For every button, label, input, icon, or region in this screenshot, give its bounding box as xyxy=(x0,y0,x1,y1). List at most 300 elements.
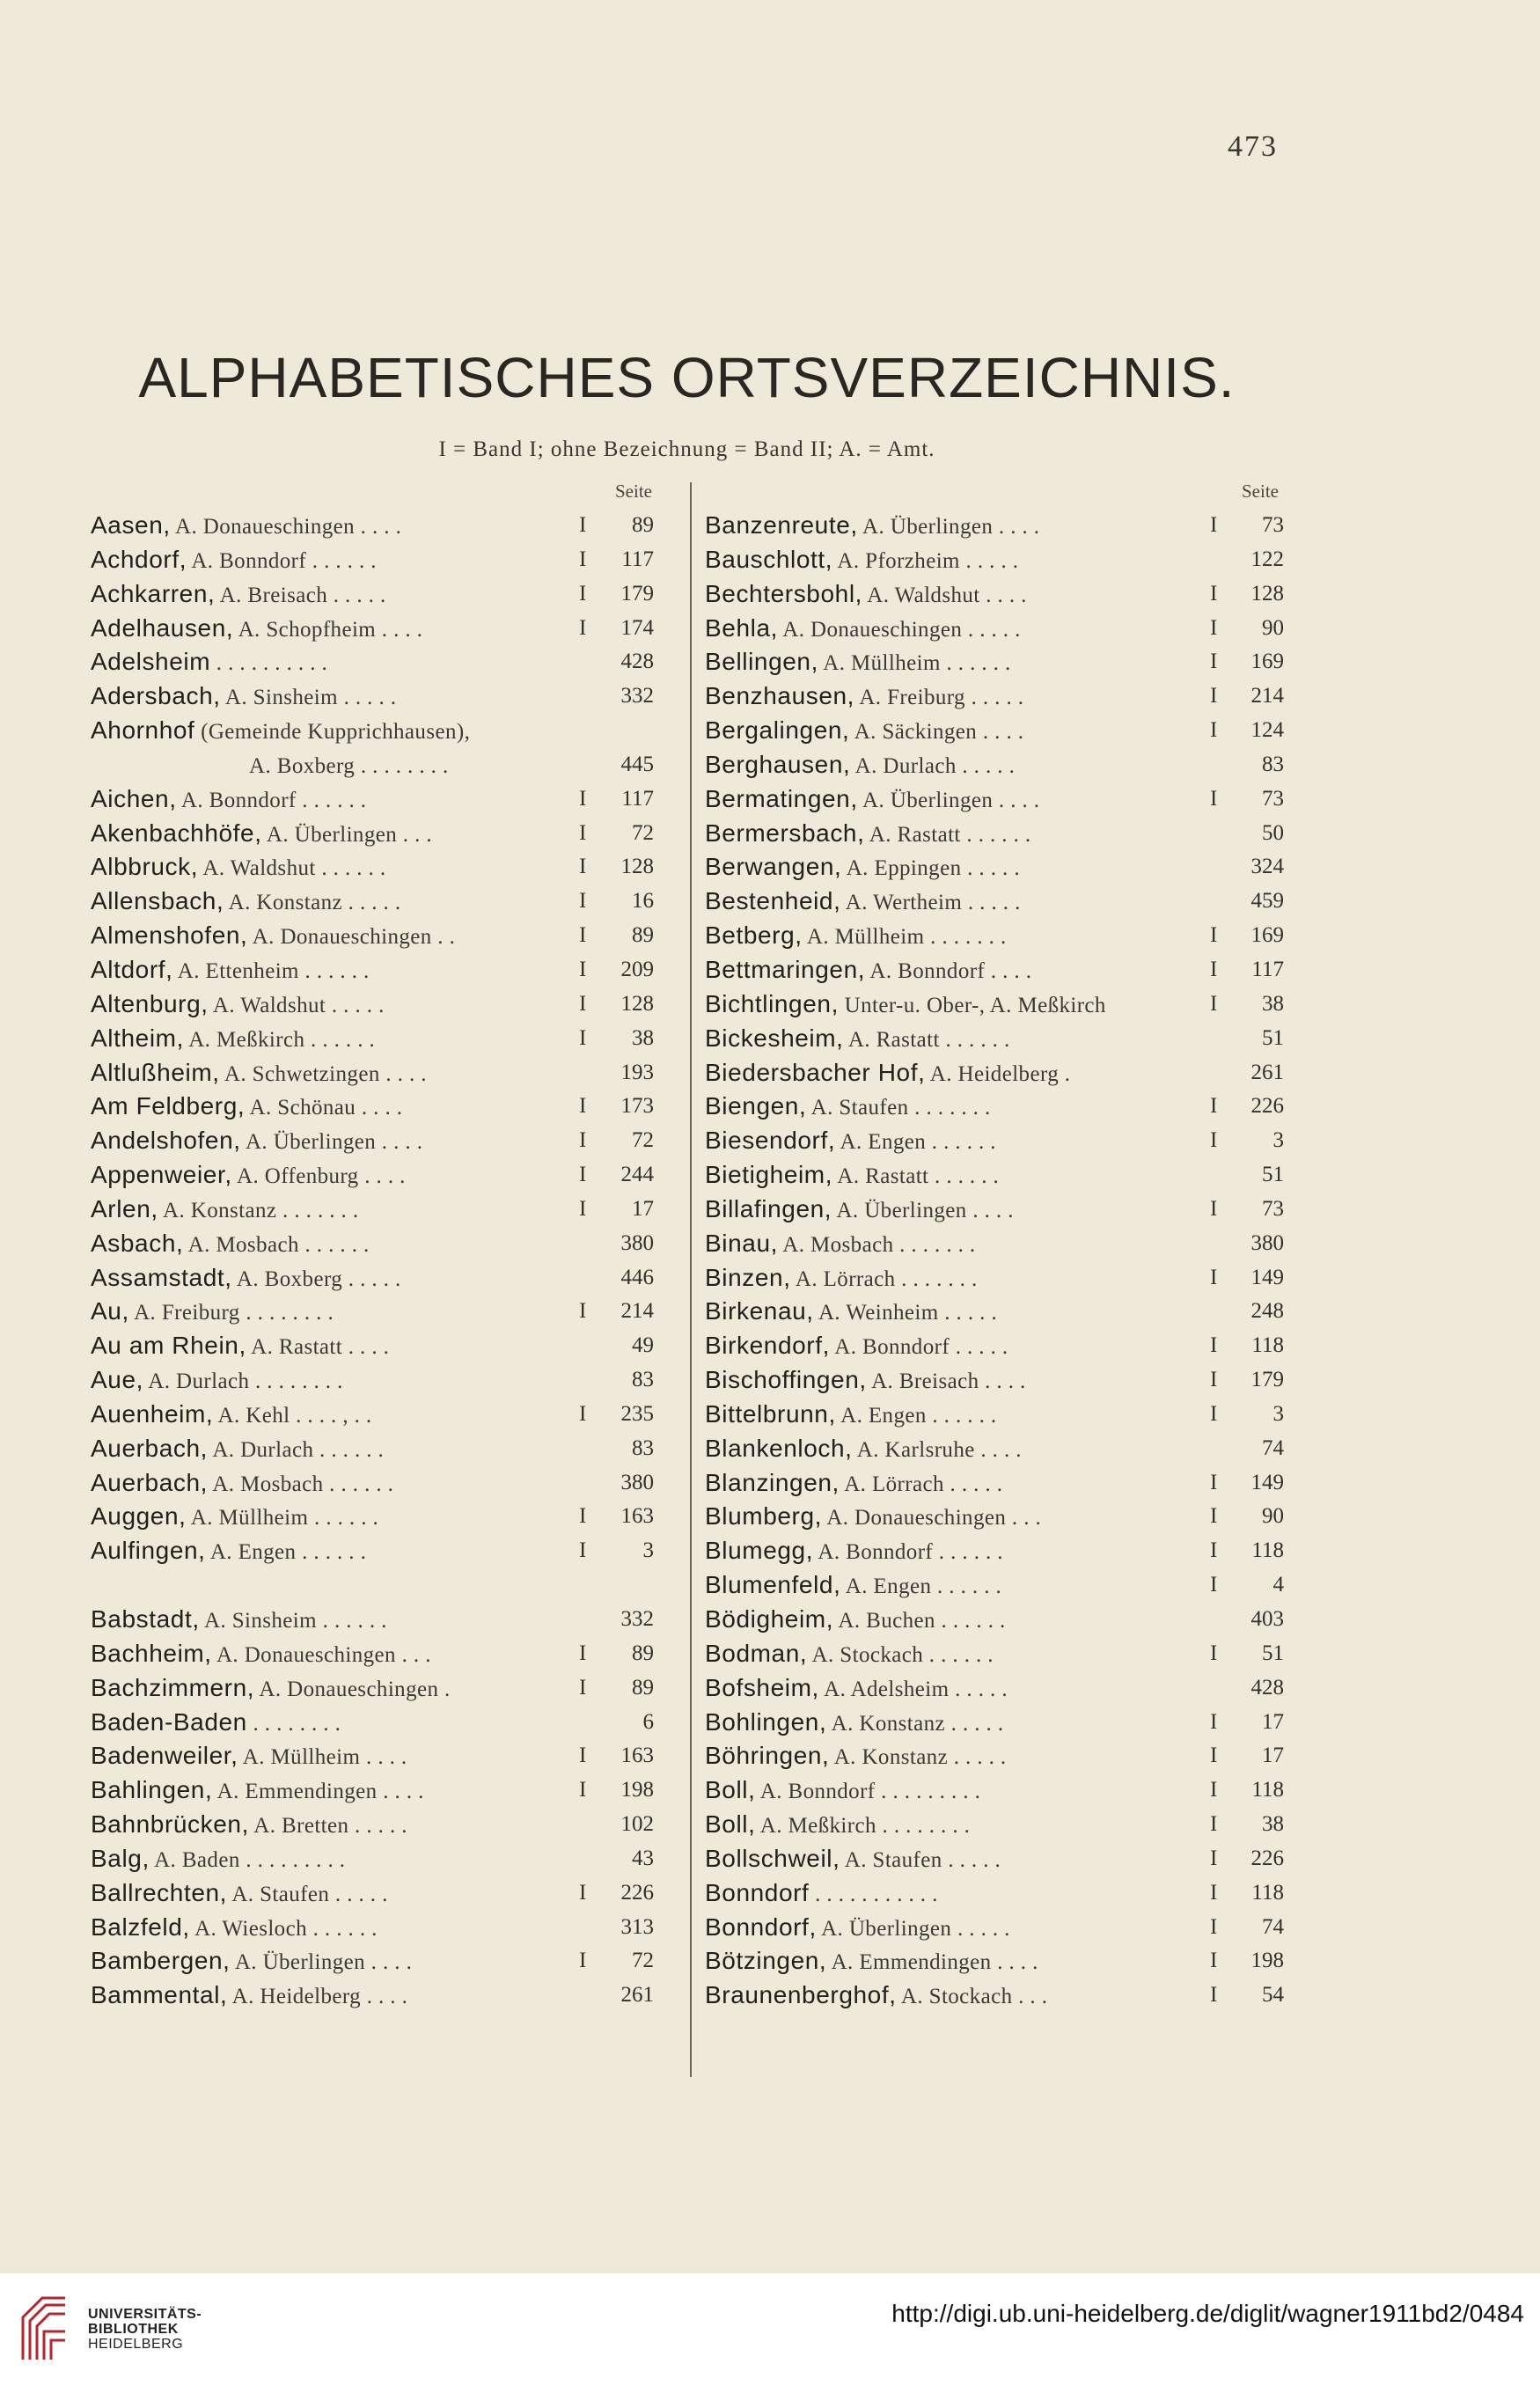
entry-place-name: Bauschlott, xyxy=(705,545,833,573)
entry-district: A. Durlach . . . . . . . . xyxy=(143,1369,343,1394)
entry-volume: I xyxy=(579,1538,587,1563)
index-entry xyxy=(91,850,654,885)
left-column xyxy=(91,481,654,2013)
entry-volume: I xyxy=(1210,1333,1218,1358)
entry-page-number: 445 xyxy=(620,752,654,776)
index-entry xyxy=(705,1534,1284,1568)
entry-volume: I xyxy=(579,923,587,948)
entry-place-name: Bickesheim, xyxy=(705,1024,844,1052)
entry-district: A. Durlach . . . . . xyxy=(850,753,1016,778)
entry-volume: I xyxy=(579,1949,587,1973)
entry-district: A. Engen . . . . . . xyxy=(205,1540,367,1565)
entry-volume: I xyxy=(1210,1265,1218,1289)
entry-place-name: Almenshofen, xyxy=(91,921,248,950)
library-line-1: UNIVERSITÄTS- xyxy=(88,2307,202,2322)
entry-district: A. Karlsruhe . . . . xyxy=(852,1437,1022,1462)
entry-page-number: 4 xyxy=(1272,1573,1284,1597)
index-entry xyxy=(91,1534,654,1568)
entry-page-number: 17 xyxy=(632,1196,654,1221)
entry-place-name: Asbach, xyxy=(91,1229,184,1257)
entry-volume: I xyxy=(1210,1983,1218,2008)
entry-volume: I xyxy=(1210,718,1218,743)
entry-place-name: Bachzimmern, xyxy=(91,1673,255,1701)
index-entry xyxy=(91,509,654,543)
entry-place-name: Auerbach, xyxy=(91,1434,209,1462)
entry-volume: I xyxy=(579,513,587,537)
entry-district: A. Donaueschingen . . . xyxy=(211,1642,431,1667)
entry-district: . . . . . . . . . . xyxy=(210,651,328,676)
entry-place-name: Am Feldberg, xyxy=(91,1092,246,1120)
index-entry xyxy=(91,1227,654,1261)
entry-district: . . . . . . . . . . . xyxy=(809,1882,938,1906)
index-entry xyxy=(705,1944,1284,1979)
index-entry xyxy=(91,1773,654,1808)
index-entry xyxy=(91,1671,654,1706)
entry-volume: I xyxy=(1210,1709,1218,1734)
entry-district: A. Emmendingen . . . . xyxy=(826,1950,1038,1975)
entry-page-number: 380 xyxy=(1250,1230,1284,1255)
entry-page-number: 174 xyxy=(620,615,654,640)
entry-volume: I xyxy=(1210,1949,1218,1973)
entry-district: A. Konstanz . . . . . . . xyxy=(158,1198,359,1222)
entry-place-name: Bohlingen, xyxy=(705,1707,827,1736)
entry-district: A. Engen . . . . . . xyxy=(835,1403,997,1428)
source-url-link[interactable]: http://digi.ub.uni-heidelberg.de/diglit/wagner1911bd2/0484 xyxy=(891,2300,1524,2327)
entry-page-number: 380 xyxy=(620,1470,654,1494)
entry-place-name: Andelshofen, xyxy=(91,1127,241,1155)
entry-place-name: Bahlingen, xyxy=(91,1776,213,1804)
entry-district: A. Bonndorf . . . . xyxy=(865,958,1032,983)
entry-page-number: 214 xyxy=(620,1299,654,1324)
entry-page-number: 380 xyxy=(620,1230,654,1255)
entry-volume: I xyxy=(1210,1812,1218,1837)
entry-volume: I xyxy=(579,1401,587,1426)
index-entry xyxy=(91,919,654,953)
entry-place-name: Appenweier, xyxy=(91,1161,232,1189)
entry-district: A. Ettenheim . . . . . . xyxy=(172,958,370,983)
entry-page-number: 226 xyxy=(1250,1094,1284,1119)
entry-page-number: 313 xyxy=(620,1914,654,1939)
entry-district: A. Bonndorf . . . . . . . . . xyxy=(755,1780,981,1804)
index-entry xyxy=(705,612,1284,646)
entry-district: A. Rastatt . . . . . . xyxy=(864,822,1031,847)
column-divider xyxy=(690,482,692,2077)
index-entry xyxy=(705,1227,1284,1261)
index-entry xyxy=(91,782,654,817)
entry-place-name: Boll, xyxy=(705,1810,756,1839)
entry-place-name: Aichen, xyxy=(91,784,177,812)
entry-place-name: Bachheim, xyxy=(91,1639,212,1667)
entry-page-number: 50 xyxy=(1262,820,1284,845)
entry-volume: I xyxy=(579,1299,587,1324)
entry-page-number: 43 xyxy=(632,1846,654,1870)
entry-page-number: 73 xyxy=(1262,786,1284,811)
entry-district: A. Rastatt . . . . . . xyxy=(832,1164,1000,1189)
index-entry xyxy=(705,1295,1284,1329)
index-entry xyxy=(91,1432,654,1466)
entry-page-number: 38 xyxy=(1262,991,1284,1016)
index-entry xyxy=(705,1432,1284,1466)
entry-district: A. Mosbach . . . . . . xyxy=(208,1472,394,1496)
entry-page-number: 163 xyxy=(620,1504,654,1529)
entry-page-number: 73 xyxy=(1262,513,1284,537)
entry-district: A. Mosbach . . . . . . . xyxy=(778,1232,976,1257)
entry-page-number: 179 xyxy=(1250,1368,1284,1392)
index-entry xyxy=(91,1500,654,1534)
entry-page-number: 117 xyxy=(621,547,654,571)
index-entry xyxy=(705,1158,1284,1193)
index-entry xyxy=(705,1876,1284,1911)
entry-district: A. Überlingen . . . . . xyxy=(816,1916,1010,1941)
entry-place-name: Blumegg, xyxy=(705,1537,814,1565)
entry-volume: I xyxy=(579,615,587,640)
entry-page-number: 90 xyxy=(1262,1504,1284,1529)
entry-place-name: Bermatingen, xyxy=(705,784,858,812)
entry-place-name: Achkarren, xyxy=(91,579,216,607)
entry-page-number: 38 xyxy=(1262,1812,1284,1837)
entry-district: A. Meßkirch . . . . . . xyxy=(183,1027,376,1052)
entry-place-name: Birkenau, xyxy=(705,1297,814,1325)
entry-place-name: Babstadt, xyxy=(91,1605,200,1633)
entry-page-number: 128 xyxy=(620,991,654,1016)
entry-district: (Gemeinde Kupprichhausen), xyxy=(194,720,471,745)
entry-district: A. Waldshut . . . . . xyxy=(208,993,385,1017)
entry-page-number: 51 xyxy=(1262,1025,1284,1050)
entry-place-name: Altlußheim, xyxy=(91,1058,220,1086)
entry-volume: I xyxy=(1210,684,1218,708)
entry-page-number: 72 xyxy=(632,1949,654,1973)
left-entry-list xyxy=(91,509,654,2013)
library-name xyxy=(88,2307,202,2352)
index-entry xyxy=(705,1329,1284,1363)
index-entry xyxy=(705,1056,1284,1090)
index-entry xyxy=(91,1022,654,1056)
index-entry xyxy=(705,714,1284,748)
entry-page-number: 169 xyxy=(1250,650,1284,674)
entry-page-number: 118 xyxy=(1251,1538,1284,1563)
index-entry xyxy=(705,1500,1284,1534)
seite-label-right: Seite xyxy=(1242,481,1279,502)
entry-volume: I xyxy=(579,991,587,1016)
entry-volume: I xyxy=(1210,1914,1218,1939)
footer-bar xyxy=(0,2273,1540,2386)
entry-district: A. Staufen . . . . . xyxy=(840,1847,1001,1872)
entry-place-name: Achdorf, xyxy=(91,545,187,573)
entry-volume: I xyxy=(1210,1401,1218,1426)
entry-page-number: 235 xyxy=(620,1401,654,1426)
index-entry xyxy=(705,850,1284,885)
entry-page-number: 51 xyxy=(1262,1641,1284,1665)
entry-place-name: Bergalingen, xyxy=(705,716,850,745)
index-entry xyxy=(91,1090,654,1124)
entry-district: A. Waldshut . . . . . . xyxy=(198,856,386,881)
entry-place-name: Berghausen, xyxy=(705,750,851,778)
index-entry xyxy=(705,509,1284,543)
index-entry xyxy=(705,748,1284,782)
entry-volume: I xyxy=(579,547,587,571)
entry-place-name: Blumenfeld, xyxy=(705,1571,841,1599)
library-line-3: HEIDELBERG xyxy=(88,2337,184,2352)
entry-place-name: Aulfingen, xyxy=(91,1537,206,1565)
index-entry xyxy=(91,1261,654,1296)
entry-page-number: 198 xyxy=(620,1778,654,1802)
entry-district: Unter-u. Ober-, A. Meßkirch xyxy=(838,993,1106,1017)
entry-district: A. Lörrach . . . . . . . xyxy=(790,1266,978,1291)
entry-volume: I xyxy=(1210,1744,1218,1768)
entry-district: A. Bonndorf . . . . . xyxy=(830,1335,1008,1360)
entry-volume: I xyxy=(1210,786,1218,811)
library-line-2: BIBLIOTHEK xyxy=(88,2322,179,2337)
entry-page-number: 89 xyxy=(632,1675,654,1700)
entry-place-name: Auerbach, xyxy=(91,1468,209,1496)
entry-place-name: Bischoffingen, xyxy=(705,1366,867,1394)
index-entry xyxy=(705,1706,1284,1740)
entry-page-number: 83 xyxy=(1262,752,1284,776)
entry-volume: I xyxy=(1210,650,1218,674)
entry-page-number: 226 xyxy=(1250,1846,1284,1870)
entry-page-number: 17 xyxy=(1262,1744,1284,1768)
index-entry xyxy=(705,1398,1284,1432)
index-entry xyxy=(705,679,1284,714)
index-entry xyxy=(705,782,1284,817)
entry-district: A. Breisach . . . . . xyxy=(215,583,386,607)
entry-district: A. Donaueschingen . . . . . xyxy=(778,617,1021,642)
entry-district: A. Überlingen . . . . xyxy=(857,515,1040,539)
entry-page-number: 6 xyxy=(642,1709,654,1734)
entry-district: A. Pforzheim . . . . . xyxy=(832,548,1019,573)
entry-place-name: Blanzingen, xyxy=(705,1468,840,1496)
entry-place-name: Balzfeld, xyxy=(91,1912,190,1941)
index-entry xyxy=(705,645,1284,679)
entry-district: A. Boxberg . . . . . . . . xyxy=(249,753,449,778)
index-entry xyxy=(705,577,1284,612)
entry-place-name: Badenweiler, xyxy=(91,1742,238,1770)
entry-page-number: 74 xyxy=(1262,1914,1284,1939)
entry-volume: I xyxy=(579,1778,587,1802)
entry-district: A. Heidelberg . xyxy=(925,1061,1071,1086)
entry-volume: I xyxy=(1210,1778,1218,1802)
index-entry xyxy=(705,987,1284,1022)
entry-district: A. Boxberg . . . . . xyxy=(231,1266,401,1291)
index-entry xyxy=(91,1363,654,1398)
entry-district: A. Bretten . . . . . xyxy=(249,1814,407,1839)
entry-place-name: Adelsheim xyxy=(91,648,211,676)
entry-page-number: 51 xyxy=(1262,1163,1284,1187)
entry-place-name: Behla, xyxy=(705,613,778,642)
entry-district: A. Überlingen . . . . xyxy=(857,788,1040,812)
entry-district: A. Weinheim . . . . . xyxy=(813,1301,998,1325)
entry-page-number: 118 xyxy=(1251,1778,1284,1802)
entry-district: A. Stockach . . . xyxy=(896,1985,1048,2009)
entry-volume: I xyxy=(579,1128,587,1153)
entry-place-name: Altheim, xyxy=(91,1024,184,1052)
entry-district: A. Bonndorf . . . . . . xyxy=(176,788,367,812)
right-column xyxy=(705,481,1284,2013)
entry-page-number: 17 xyxy=(1262,1709,1284,1734)
entry-district: A. Konstanz . . . . . xyxy=(826,1711,1004,1736)
entry-place-name: Bödigheim, xyxy=(705,1605,834,1633)
entry-place-name: Bestenheid, xyxy=(705,887,841,915)
entry-page-number: 198 xyxy=(1250,1949,1284,1973)
entry-place-name: Akenbachhöfe, xyxy=(91,819,262,847)
entry-volume: I xyxy=(579,855,587,879)
index-entry xyxy=(91,1842,654,1876)
index-entry xyxy=(91,543,654,577)
entry-place-name: Biesendorf, xyxy=(705,1127,836,1155)
entry-volume: I xyxy=(579,820,587,845)
entry-place-name: Aue, xyxy=(91,1366,143,1394)
entry-volume: I xyxy=(1210,615,1218,640)
entry-place-name: Ahornhof xyxy=(91,716,195,745)
entry-district: A. Waldshut . . . . xyxy=(862,583,1027,607)
entry-page-number: 169 xyxy=(1250,923,1284,948)
entry-page-number: 193 xyxy=(620,1060,654,1084)
entry-district: A. Engen . . . . . . xyxy=(840,1575,1002,1599)
entry-page-number: 73 xyxy=(1262,1196,1284,1221)
index-entry xyxy=(705,1842,1284,1876)
entry-page-number: 3 xyxy=(1272,1401,1284,1426)
page-number: 473 xyxy=(1228,130,1278,163)
entry-page-number: 244 xyxy=(620,1163,654,1187)
entry-place-name: Berwangen, xyxy=(705,853,842,881)
entry-district: A. Baden . . . . . . . . . xyxy=(149,1847,346,1872)
entry-district: A. Staufen . . . . . xyxy=(227,1882,388,1906)
index-entry xyxy=(91,1979,654,2013)
index-entry xyxy=(705,1773,1284,1808)
entry-district: A. Stockach . . . . . . xyxy=(807,1642,994,1667)
entry-place-name: Bichtlingen, xyxy=(705,989,839,1017)
entry-place-name: Bammental, xyxy=(91,1981,228,2009)
entry-district: A. Staufen . . . . . . . xyxy=(806,1096,991,1120)
entry-volume: I xyxy=(1210,991,1218,1016)
entry-page-number: 248 xyxy=(1250,1299,1284,1324)
entry-page-number: 332 xyxy=(620,1607,654,1631)
index-entry xyxy=(91,817,654,851)
entry-place-name: Ballrechten, xyxy=(91,1878,228,1906)
entry-volume: I xyxy=(1210,1470,1218,1494)
index-entry xyxy=(705,1808,1284,1842)
entry-page-number: 324 xyxy=(1250,855,1284,879)
index-entry xyxy=(91,1158,654,1193)
entry-place-name: Billafingen, xyxy=(705,1194,832,1222)
entry-place-name: Bonndorf, xyxy=(705,1912,817,1941)
entry-district: A. Überlingen . . . . xyxy=(832,1198,1014,1222)
entry-place-name: Adersbach, xyxy=(91,682,221,710)
entry-place-name: Braunenberghof, xyxy=(705,1981,897,2009)
index-entry xyxy=(91,1124,654,1158)
entry-district: A. Schopfheim . . . . xyxy=(233,617,423,642)
entry-district: A. Adelsheim . . . . . xyxy=(818,1677,1008,1701)
entry-district: A. Rastatt . . . . xyxy=(246,1335,390,1360)
entry-volume: I xyxy=(1210,1368,1218,1392)
entry-district: A. Müllheim . . . . . . . xyxy=(802,925,1007,950)
index-entry xyxy=(91,1739,654,1773)
entry-district: A. Buchen . . . . . . xyxy=(833,1609,1006,1633)
entry-place-name: Albbruck, xyxy=(91,853,199,881)
entry-volume: I xyxy=(579,581,587,606)
entry-volume: I xyxy=(1210,957,1218,981)
entry-place-name: Birkendorf, xyxy=(705,1332,830,1360)
entry-page-number: 117 xyxy=(621,786,654,811)
index-entry xyxy=(705,543,1284,577)
entry-page-number: 124 xyxy=(1250,718,1284,743)
entry-district: A. Breisach . . . . xyxy=(866,1369,1026,1394)
entry-page-number: 89 xyxy=(632,513,654,537)
index-entry xyxy=(705,1739,1284,1773)
index-entry xyxy=(705,1603,1284,1637)
entry-page-number: 149 xyxy=(1250,1265,1284,1289)
entry-district: A. Heidelberg . . . . xyxy=(227,1985,408,2009)
entry-page-number: 3 xyxy=(642,1538,654,1563)
entry-district: A. Donaueschingen . . xyxy=(247,925,456,950)
entry-district: A. Mosbach . . . . . . xyxy=(183,1232,370,1257)
entry-page-number: 459 xyxy=(1250,889,1284,914)
entry-volume: I xyxy=(579,786,587,811)
entry-volume: I xyxy=(579,1196,587,1221)
entry-district: A. Sinsheim . . . . . . xyxy=(199,1609,387,1633)
index-entry xyxy=(91,1056,654,1090)
entry-place-name: Binzen, xyxy=(705,1263,791,1291)
entry-place-name: Baden-Baden xyxy=(91,1707,247,1736)
index-entry xyxy=(705,885,1284,919)
entry-page-number: 403 xyxy=(1250,1607,1284,1631)
entry-volume: I xyxy=(1210,1641,1218,1665)
index-entry xyxy=(91,1944,654,1979)
index-entry xyxy=(91,714,654,748)
entry-page-number: 128 xyxy=(620,855,654,879)
index-entry xyxy=(91,1603,654,1637)
entry-district: . . . . . . . . xyxy=(246,1711,341,1736)
entry-page-number: 428 xyxy=(1250,1675,1284,1700)
index-entry xyxy=(91,1637,654,1671)
entry-place-name: Bittelbrunn, xyxy=(705,1399,836,1428)
entry-page-number: 179 xyxy=(620,581,654,606)
index-entry xyxy=(705,1671,1284,1706)
entry-place-name: Bodman, xyxy=(705,1639,808,1667)
entry-page-number: 214 xyxy=(1250,684,1284,708)
entry-volume: I xyxy=(1210,1504,1218,1529)
index-entry xyxy=(705,1363,1284,1398)
index-entry xyxy=(91,1466,654,1501)
entry-place-name: Auggen, xyxy=(91,1502,187,1531)
index-entry xyxy=(705,817,1284,851)
index-entry xyxy=(91,1398,654,1432)
entry-volume: I xyxy=(1210,1128,1218,1153)
entry-volume: I xyxy=(1210,581,1218,606)
entry-page-number: 261 xyxy=(620,1983,654,2008)
entry-volume: I xyxy=(1210,1538,1218,1563)
entry-place-name: Allensbach, xyxy=(91,887,224,915)
entry-volume: I xyxy=(579,1094,587,1119)
entry-volume: I xyxy=(1210,1196,1218,1221)
index-entry xyxy=(91,953,654,987)
entry-district: A. Lörrach . . . . . xyxy=(839,1472,1003,1496)
entry-volume: I xyxy=(1210,513,1218,537)
entry-page-number: 72 xyxy=(632,820,654,845)
entry-place-name: Blumberg, xyxy=(705,1502,823,1531)
entry-place-name: Betberg, xyxy=(705,921,803,950)
index-entry xyxy=(91,1295,654,1329)
entry-place-name: Böhringen, xyxy=(705,1742,830,1770)
entry-volume: I xyxy=(579,1880,587,1905)
index-entry xyxy=(705,1979,1284,2013)
entry-volume: I xyxy=(1210,923,1218,948)
entry-district: A. Donaueschingen . . . . xyxy=(170,515,402,539)
index-entry xyxy=(705,1090,1284,1124)
entry-page-number: 3 xyxy=(1272,1128,1284,1153)
entry-district: A. Müllheim . . . . . . xyxy=(818,651,1011,676)
entry-district: A. Bonndorf . . . . . . xyxy=(813,1540,1003,1565)
